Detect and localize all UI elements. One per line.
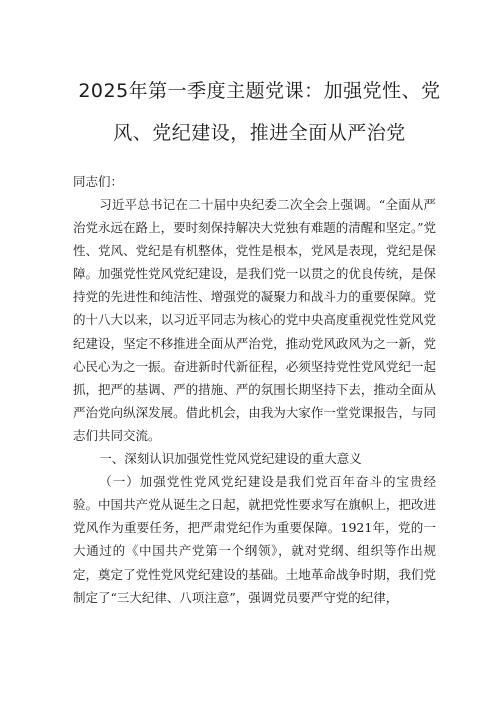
section-heading-1: 一、深刻认识加强党性党风党纪建设的重大意义 (99, 451, 362, 467)
salutation: 同志们： (73, 174, 124, 189)
body-paragraph-1: 习近平总书记在二十届中央纪委二次全会上强调。“全面从严治党永远在路上，要时刻保持解决大党独有难题的清醒和坚定。”党性、党风、党纪是有机整体，党性是根本，党风是表现，党纪是保障。加强党性党风党纪建设，是我们党一以贯之的优良传统，是保持党的先进性和纯洁性、增强党的凝聚力和战斗力的重要保障。党的十八大以来，以习近平同志为核心的党中央高度重视党性党风党纪建设，坚定不移推进全面从严治党，推动党风政风为之一新，党心民心为之一振。奋进新时代新征程，必须坚持党性党风党纪一起抓，把严的基调、严的措施、严的氛围长期坚持下去，推动全面从严治党向纵深发展。借此机会，由我为大家作一堂党课报告，与同志们共同交流。 (73, 197, 436, 443)
title-line-1: 2025年第一季度主题党课：加强党性、党 (78, 80, 441, 102)
body-paragraph-2: （一）加强党性党风党纪建设是我们党百年奋斗的宝贵经验。中国共产党从诞生之日起，就把党性要求写在旗帜上，把改进党风作为重要任务，把严肃党纪作为重要保障。1921年，党的一大通过的《中国共产党第一个纲领》，就对党纲、组织等作出规定，奠定了党性党风党纪建设的基础。土地革命战争时期，我们党制定了“三大纪律、八项注意”，强调党员要严守党的纪律， (73, 474, 436, 605)
title-line-2: 风、党纪建设，推进全面从严治党 (113, 122, 406, 144)
document-title (73, 70, 446, 154)
